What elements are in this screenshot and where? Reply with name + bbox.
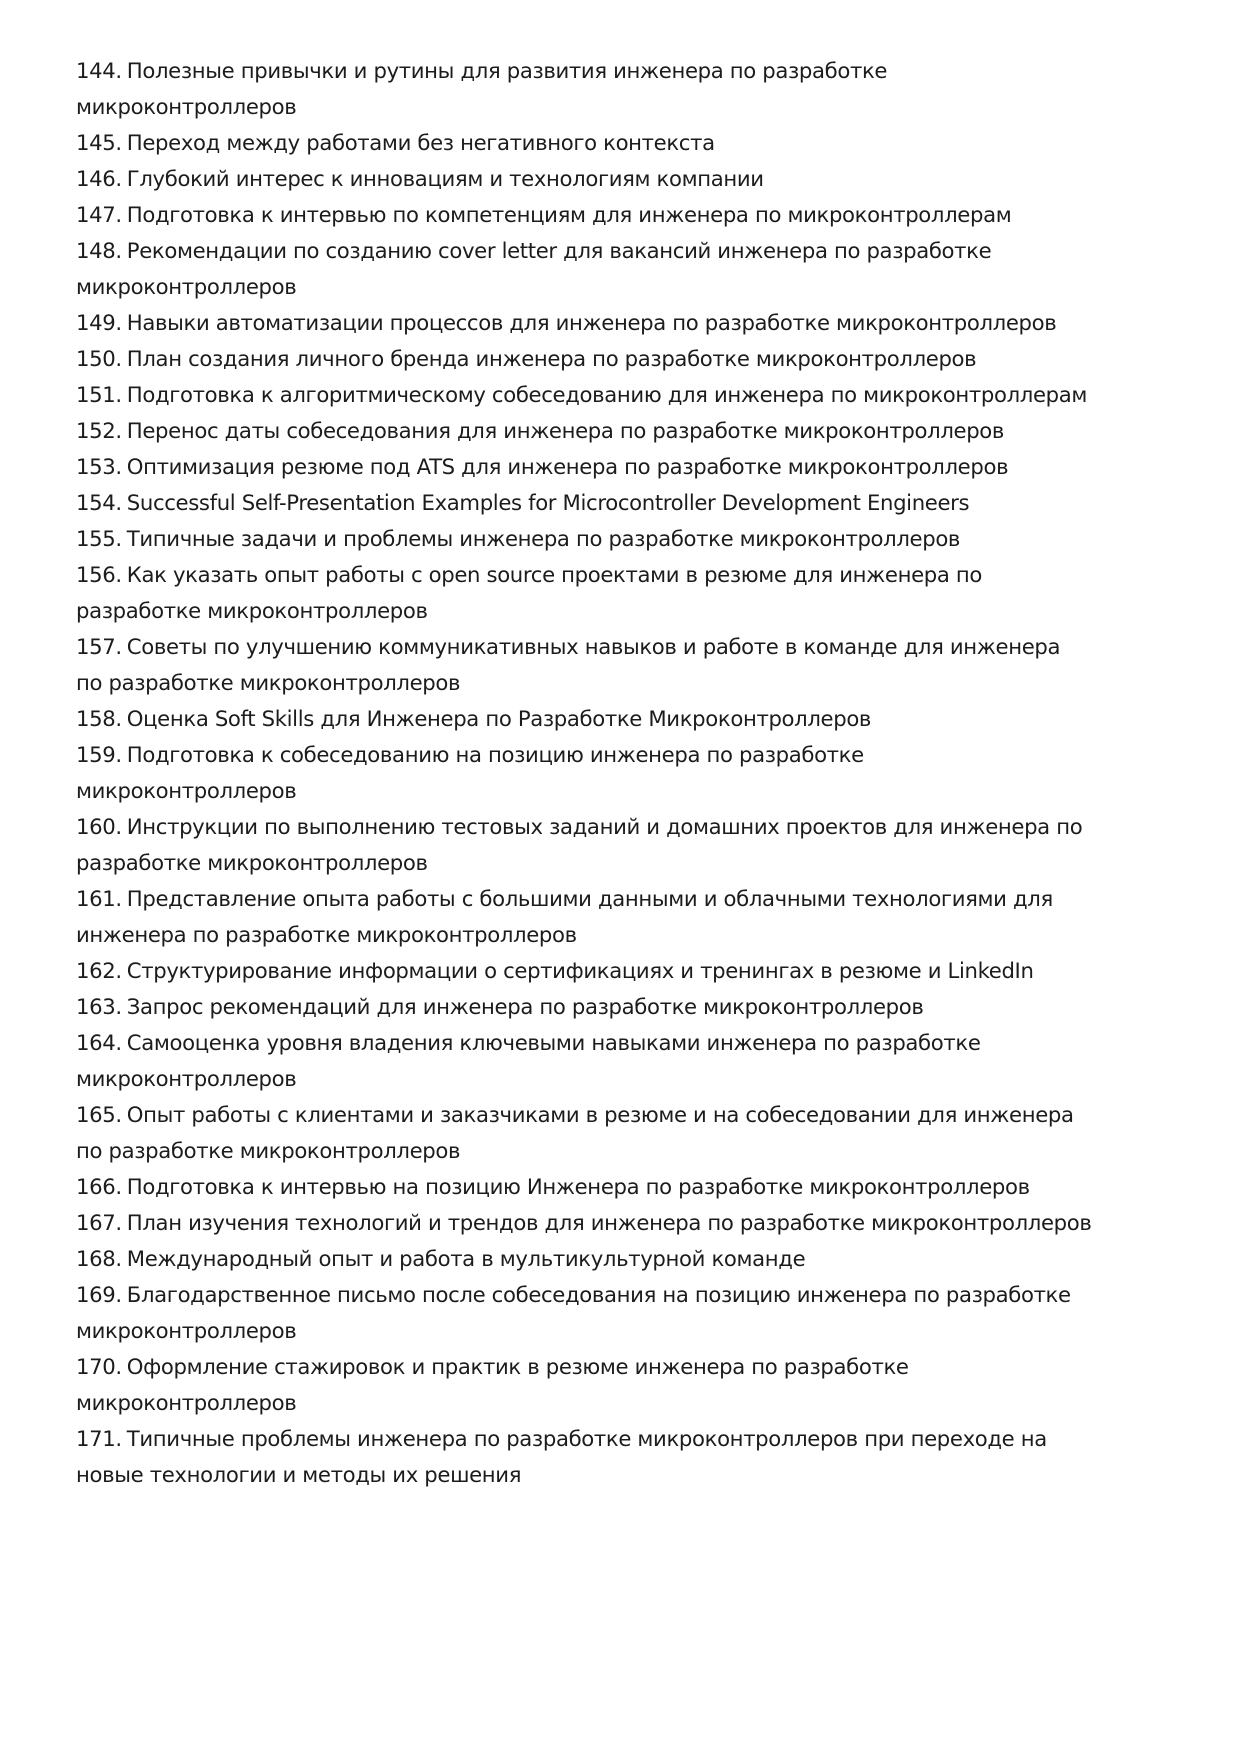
list-item xyxy=(76,989,1166,1025)
list-item-text: микроконтроллеров xyxy=(76,1066,297,1091)
list-item-text: микроконтроллеров xyxy=(76,274,297,299)
list-item xyxy=(76,737,1166,809)
list-item-text: Переход между работами без негативного контекста xyxy=(126,130,715,155)
list-item-number: 161. xyxy=(76,886,122,911)
list-item xyxy=(76,413,1166,449)
list-item-first-line xyxy=(76,1349,1166,1385)
list-item-first-line xyxy=(76,53,1166,89)
list-item-number: 150. xyxy=(76,346,122,371)
list-item-number: 163. xyxy=(76,994,122,1019)
list-item-text: Оформление стажировок и практик в резюме инженера по разработке xyxy=(126,1354,909,1379)
list-item-text: Инструкции по выполнению тестовых заданий и домашних проектов для инженера по xyxy=(126,814,1083,839)
list-item-text: Советы по улучшению коммуникативных навыков и работе в команде для инженера xyxy=(126,634,1061,659)
list-item-first-line xyxy=(76,413,1166,449)
list-item-first-line xyxy=(76,953,1166,989)
list-item-number: 146. xyxy=(76,166,122,191)
list-item-text: микроконтроллеров xyxy=(76,1318,297,1343)
list-item xyxy=(76,1421,1166,1493)
list-item-number: 152. xyxy=(76,418,122,443)
list-item-number: 151. xyxy=(76,382,122,407)
list-item-text: Глубокий интерес к инновациям и технологиям компании xyxy=(126,166,764,191)
list-item xyxy=(76,1025,1166,1097)
list-item xyxy=(76,701,1166,737)
list-item-number: 144. xyxy=(76,58,122,83)
list-item-first-line xyxy=(76,1097,1166,1133)
list-item-first-line xyxy=(76,737,1166,773)
list-item-number: 157. xyxy=(76,634,122,659)
list-item-continuation-line xyxy=(76,269,1166,305)
list-item-number: 145. xyxy=(76,130,122,155)
list-item-first-line xyxy=(76,1169,1166,1205)
list-item-text: Опыт работы с клиентами и заказчиками в резюме и на собеседовании для инженера xyxy=(126,1102,1074,1127)
list-item-text: по разработке микроконтроллеров xyxy=(76,1138,461,1163)
list-item-number: 171. xyxy=(76,1426,122,1451)
list-item xyxy=(76,161,1166,197)
list-item-number: 149. xyxy=(76,310,122,335)
list-item-text: Структурирование информации о сертификациях и тренингах в резюме и LinkedIn xyxy=(126,958,1034,983)
list-item-first-line xyxy=(76,125,1166,161)
list-item-text: Оптимизация резюме под ATS для инженера по разработке микроконтроллеров xyxy=(126,454,1009,479)
list-item-first-line xyxy=(76,1205,1166,1241)
list-item-number: 166. xyxy=(76,1174,122,1199)
list-item xyxy=(76,197,1166,233)
list-item-number: 170. xyxy=(76,1354,122,1379)
list-item-continuation-line xyxy=(76,665,1166,701)
list-item-continuation-line xyxy=(76,1457,1166,1493)
list-item-text: Подготовка к алгоритмическому собеседованию для инженера по микроконтроллерам xyxy=(126,382,1088,407)
list-item-first-line xyxy=(76,881,1166,917)
list-item-number: 159. xyxy=(76,742,122,767)
list-item xyxy=(76,881,1166,953)
list-item-first-line xyxy=(76,197,1166,233)
list-item-text: Типичные задачи и проблемы инженера по разработке микроконтроллеров xyxy=(126,526,961,551)
list-item-text: Подготовка к интервью по компетенциям для инженера по микроконтроллерам xyxy=(126,202,1012,227)
list-item-number: 153. xyxy=(76,454,122,479)
list-item-first-line xyxy=(76,521,1166,557)
list-item xyxy=(76,953,1166,989)
list-item xyxy=(76,485,1166,521)
list-item-number: 158. xyxy=(76,706,122,731)
list-item-text: Подготовка к интервью на позицию Инженера по разработке микроконтроллеров xyxy=(126,1174,1030,1199)
list-item xyxy=(76,53,1166,125)
list-item xyxy=(76,305,1166,341)
list-item xyxy=(76,809,1166,881)
list-item-first-line xyxy=(76,449,1166,485)
list-item-number: 162. xyxy=(76,958,122,983)
list-item-continuation-line xyxy=(76,1385,1166,1421)
list-item-number: 156. xyxy=(76,562,122,587)
list-item xyxy=(76,629,1166,701)
list-item-number: 165. xyxy=(76,1102,122,1127)
list-item-number: 169. xyxy=(76,1282,122,1307)
list-item-text: новые технологии и методы их решения xyxy=(76,1462,522,1487)
list-item xyxy=(76,125,1166,161)
list-item-text: Подготовка к собеседованию на позицию инженера по разработке xyxy=(126,742,864,767)
list-item-continuation-line xyxy=(76,593,1166,629)
list-item xyxy=(76,557,1166,629)
list-item-text: Перенос даты собеседования для инженера по разработке микроконтроллеров xyxy=(126,418,1005,443)
list-item-continuation-line xyxy=(76,773,1166,809)
document-page xyxy=(76,53,1166,1493)
list-item-first-line xyxy=(76,989,1166,1025)
list-item xyxy=(76,377,1166,413)
list-item-continuation-line xyxy=(76,845,1166,881)
list-item-continuation-line xyxy=(76,917,1166,953)
list-item-number: 147. xyxy=(76,202,122,227)
list-item xyxy=(76,521,1166,557)
list-item xyxy=(76,341,1166,377)
list-item-text: Запрос рекомендаций для инженера по разработке микроконтроллеров xyxy=(126,994,924,1019)
list-item-text: микроконтроллеров xyxy=(76,778,297,803)
list-item-first-line xyxy=(76,305,1166,341)
list-item-text: Представление опыта работы с большими данными и облачными технологиями для xyxy=(126,886,1053,911)
list-item-first-line xyxy=(76,629,1166,665)
list-item xyxy=(76,1205,1166,1241)
list-item-number: 148. xyxy=(76,238,122,263)
list-item xyxy=(76,1277,1166,1349)
list-item-text: Полезные привычки и рутины для развития инженера по разработке xyxy=(126,58,888,83)
list-item-text: Навыки автоматизации процессов для инженера по разработке микроконтроллеров xyxy=(126,310,1057,335)
list-item-first-line xyxy=(76,1241,1166,1277)
list-item-text: Оценка Soft Skills для Инженера по Разработке Микроконтроллеров xyxy=(126,706,872,731)
list-item-continuation-line xyxy=(76,1133,1166,1169)
list-item-number: 167. xyxy=(76,1210,122,1235)
list-item-text: Благодарственное письмо после собеседования на позицию инженера по разработке xyxy=(126,1282,1071,1307)
list-item-first-line xyxy=(76,485,1166,521)
list-item-text: инженера по разработке микроконтроллеров xyxy=(76,922,577,947)
list-item-first-line xyxy=(76,1277,1166,1313)
list-item-text: Международный опыт и работа в мультикультурной команде xyxy=(126,1246,806,1271)
list-item xyxy=(76,1241,1166,1277)
list-item-number: 155. xyxy=(76,526,122,551)
list-item-text: Самооценка уровня владения ключевыми навыками инженера по разработке xyxy=(126,1030,981,1055)
list-item-continuation-line xyxy=(76,89,1166,125)
list-item-first-line xyxy=(76,701,1166,737)
list-item-number: 154. xyxy=(76,490,122,515)
list-item-text: микроконтроллеров xyxy=(76,94,297,119)
list-item xyxy=(76,1097,1166,1169)
list-item-number: 164. xyxy=(76,1030,122,1055)
list-item-text: Типичные проблемы инженера по разработке микроконтроллеров при переходе на xyxy=(126,1426,1047,1451)
list-item-text: Рекомендации по созданию cover letter для вакансий инженера по разработке xyxy=(126,238,992,263)
list-item-continuation-line xyxy=(76,1313,1166,1349)
list-item-first-line xyxy=(76,1025,1166,1061)
list-item-text: разработке микроконтроллеров xyxy=(76,850,428,875)
list-item-text: Successful Self-Presentation Examples for Microcontroller Development Engineers xyxy=(126,490,970,515)
list-item xyxy=(76,1349,1166,1421)
list-item-first-line xyxy=(76,809,1166,845)
list-item-text: План изучения технологий и трендов для инженера по разработке микроконтроллеров xyxy=(126,1210,1092,1235)
list-item-text: План создания личного бренда инженера по разработке микроконтроллеров xyxy=(126,346,977,371)
list-item-first-line xyxy=(76,377,1166,413)
list-item-text: по разработке микроконтроллеров xyxy=(76,670,461,695)
list-item-text: микроконтроллеров xyxy=(76,1390,297,1415)
list-item xyxy=(76,1169,1166,1205)
list-item-text: разработке микроконтроллеров xyxy=(76,598,428,623)
list-item-first-line xyxy=(76,341,1166,377)
list-item xyxy=(76,449,1166,485)
list-item xyxy=(76,233,1166,305)
list-item-text: Как указать опыт работы с open source проектами в резюме для инженера по xyxy=(126,562,983,587)
list-item-continuation-line xyxy=(76,1061,1166,1097)
list-item-first-line xyxy=(76,557,1166,593)
list-item-number: 168. xyxy=(76,1246,122,1271)
list-item-first-line xyxy=(76,233,1166,269)
list-item-first-line xyxy=(76,1421,1166,1457)
list-item-first-line xyxy=(76,161,1166,197)
list-item-number: 160. xyxy=(76,814,122,839)
